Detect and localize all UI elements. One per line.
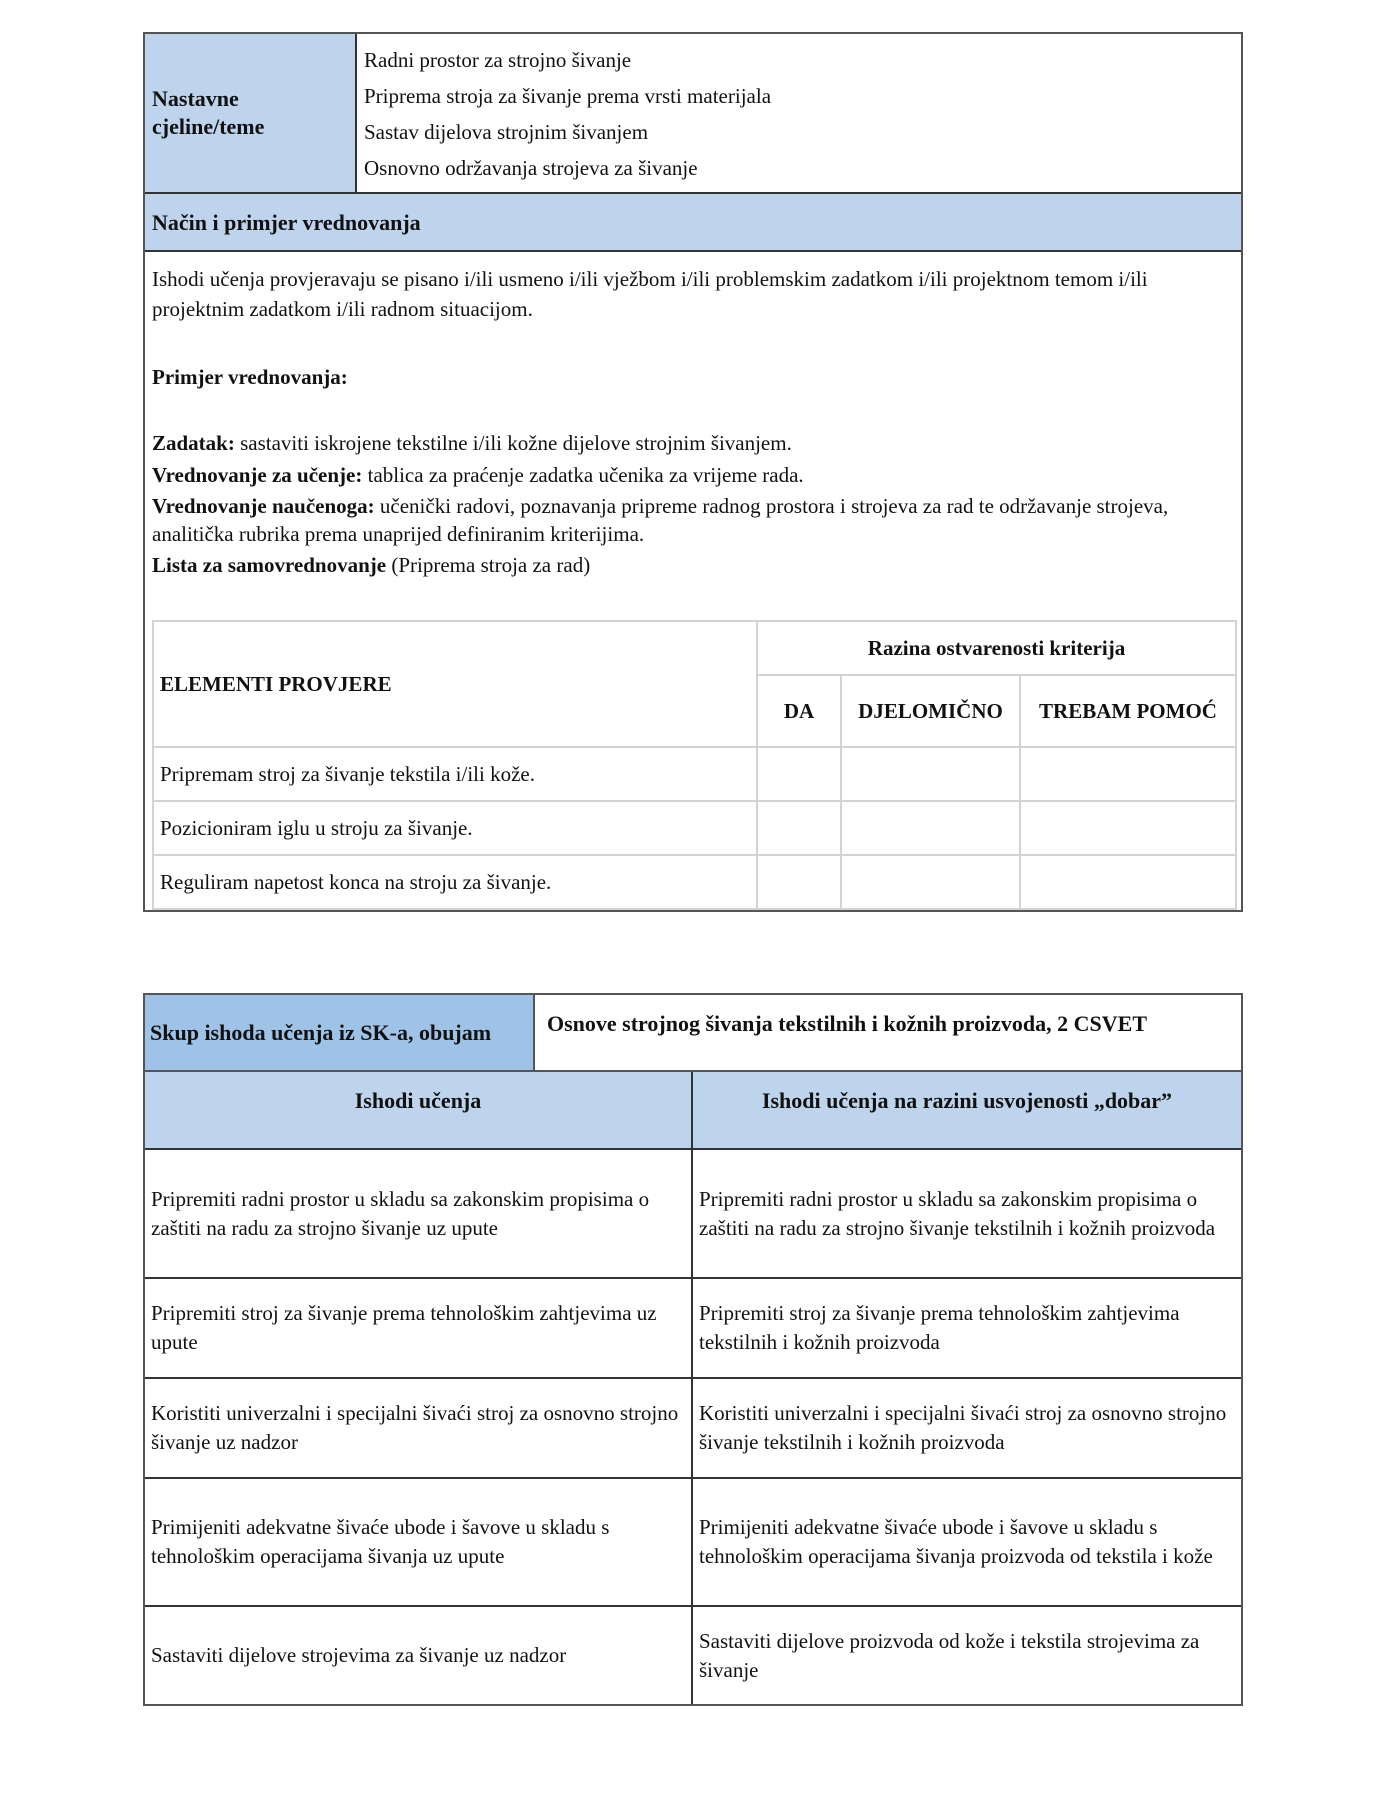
table-row — [153, 855, 1236, 909]
outcomes-set-row — [145, 995, 1241, 1072]
good-outcome-cell: Sastaviti dijelove proizvoda od kože i tekstila strojevima za šivanje — [699, 1628, 1200, 1682]
table-row — [145, 1479, 1241, 1607]
level-header: Razina ostvarenosti kriterija — [757, 621, 1236, 675]
outcome-cell: Primijeniti adekvatne šivaće ubode i šavove u skladu s tehnološkim operacijama šivanja uz upute — [145, 1479, 693, 1605]
task-label: Zadatak: — [152, 431, 235, 455]
outcome-cell: Pripremiti radni prostor u skladu sa zakonskim propisima o zaštiti na radu za strojno šivanje uz upute — [145, 1150, 693, 1277]
trebam-pomoc-checkbox-cell[interactable] — [1020, 747, 1236, 801]
table-row — [145, 1150, 1241, 1279]
trebam-pomoc-checkbox-cell[interactable] — [1020, 801, 1236, 855]
topics-label: Nastavne cjeline/teme — [145, 34, 357, 192]
upper-section — [143, 32, 1243, 912]
topic-item: Priprema stroja za šivanje prema vrsti materijala — [364, 84, 772, 108]
good-outcome-cell: Pripremiti radni prostor u skladu sa zakonskim propisima o zaštiti na radu za strojno šivanje tekstilnih i kožnih proizvoda — [699, 1186, 1216, 1240]
elements-header: ELEMENTI PROVJERE — [153, 621, 757, 747]
example-heading: Primjer vrednovanja: — [152, 365, 348, 389]
topic-item: Osnovno održavanja strojeva za šivanje — [364, 156, 698, 180]
outcome-cell: Sastaviti dijelove strojevima za šivanje uz nadzor — [145, 1607, 693, 1704]
topic-item: Radni prostor za strojno šivanje — [364, 48, 632, 72]
element-cell: Pripremam stroj za šivanje tekstila i/ili kože. — [153, 747, 757, 801]
djelomicno-checkbox-cell[interactable] — [841, 801, 1020, 855]
task-line — [152, 428, 1234, 458]
table-row — [153, 747, 1236, 801]
djelomicno-checkbox-cell[interactable] — [841, 747, 1020, 801]
outcome-cell: Koristiti univerzalni i specijalni šivaći stroj za osnovno strojno šivanje uz nadzor — [145, 1379, 693, 1477]
for-learning-text: tablica za praćenje zadatka učenika za vrijeme rada. — [362, 463, 804, 487]
table-row — [145, 1607, 1241, 1704]
column-header-djelomicno: DJELOMIČNO — [841, 675, 1020, 747]
for-learning-label: Vrednovanje za učenje: — [152, 463, 363, 487]
task-text: sastaviti iskrojene tekstilne i/ili kožne dijelove strojnim šivanjem. — [234, 431, 792, 455]
for-learning-line — [152, 460, 1234, 490]
outcomes-col-header: Ishodi učenja — [145, 1072, 693, 1148]
outcomes-good-col-header: Ishodi učenja na razini usvojenosti „dobar” — [761, 1088, 1173, 1113]
da-checkbox-cell[interactable] — [757, 801, 841, 855]
self-eval-line — [152, 550, 1234, 580]
of-learning-label: Vrednovanje naučenoga: — [152, 494, 375, 518]
outcomes-set-value: Osnove strojnog šivanja tekstilnih i kožnih proizvoda, 2 CSVET — [547, 1010, 1148, 1036]
curriculum-table — [143, 32, 1243, 912]
trebam-pomoc-checkbox-cell[interactable] — [1020, 855, 1236, 909]
self-evaluation-table — [152, 620, 1237, 910]
self-eval-label: Lista za samovrednovanje — [152, 553, 387, 577]
table-row — [145, 1379, 1241, 1479]
table-row — [153, 801, 1236, 855]
element-cell: Pozicioniram iglu u stroju za šivanje. — [153, 801, 757, 855]
evaluation-body — [145, 252, 1241, 910]
topics-list — [357, 34, 1241, 192]
topics-row — [145, 34, 1241, 194]
evaluation-header: Način i primjer vrednovanja — [145, 194, 1241, 252]
column-header-trebam-pomoc: TREBAM POMOĆ — [1020, 675, 1236, 747]
table-row — [145, 1279, 1241, 1379]
of-learning-line — [152, 492, 1234, 548]
column-header-da: DA — [757, 675, 841, 747]
outcome-cell: Pripremiti stroj za šivanje prema tehnološkim zahtjevima uz upute — [145, 1279, 693, 1377]
of-learning-text: učenički radovi, poznavanja pripreme radnog prostora i strojeva za rad te održavanje strojeva, analitička rubrika prema unaprijed definiranim kriterijima. — [152, 494, 1169, 546]
evaluation-intro: Ishodi učenja provjeravaju se pisano i/ili usmeno i/ili vježbom i/ili problemskim zadatkom i/ili projektnom temom i/ili projektnim zadatkom i/ili radnom situacijom. — [152, 267, 1148, 321]
outcomes-header-row — [145, 1072, 1241, 1150]
djelomicno-checkbox-cell[interactable] — [841, 855, 1020, 909]
learning-outcomes-table — [143, 993, 1243, 1706]
da-checkbox-cell[interactable] — [757, 747, 841, 801]
topic-item: Sastav dijelova strojnim šivanjem — [364, 120, 649, 144]
good-outcome-cell: Koristiti univerzalni i specijalni šivaći stroj za osnovno strojno šivanje tekstilnih i kožnih proizvoda — [699, 1401, 1227, 1454]
da-checkbox-cell[interactable] — [757, 855, 841, 909]
self-eval-text: (Priprema stroja za rad) — [386, 553, 591, 577]
outcomes-set-label: Skup ishoda učenja iz SK-a, obujam — [145, 995, 535, 1070]
good-outcome-cell: Pripremiti stroj za šivanje prema tehnološkim zahtjevima tekstilnih i kožnih proizvoda — [699, 1301, 1180, 1354]
good-outcome-cell: Primijeniti adekvatne šivaće ubode i šavove u skladu s tehnološkim operacijama šivanja proizvoda od tekstila i kože — [699, 1515, 1213, 1568]
element-cell: Reguliram napetost konca na stroju za šivanje. — [153, 855, 757, 909]
